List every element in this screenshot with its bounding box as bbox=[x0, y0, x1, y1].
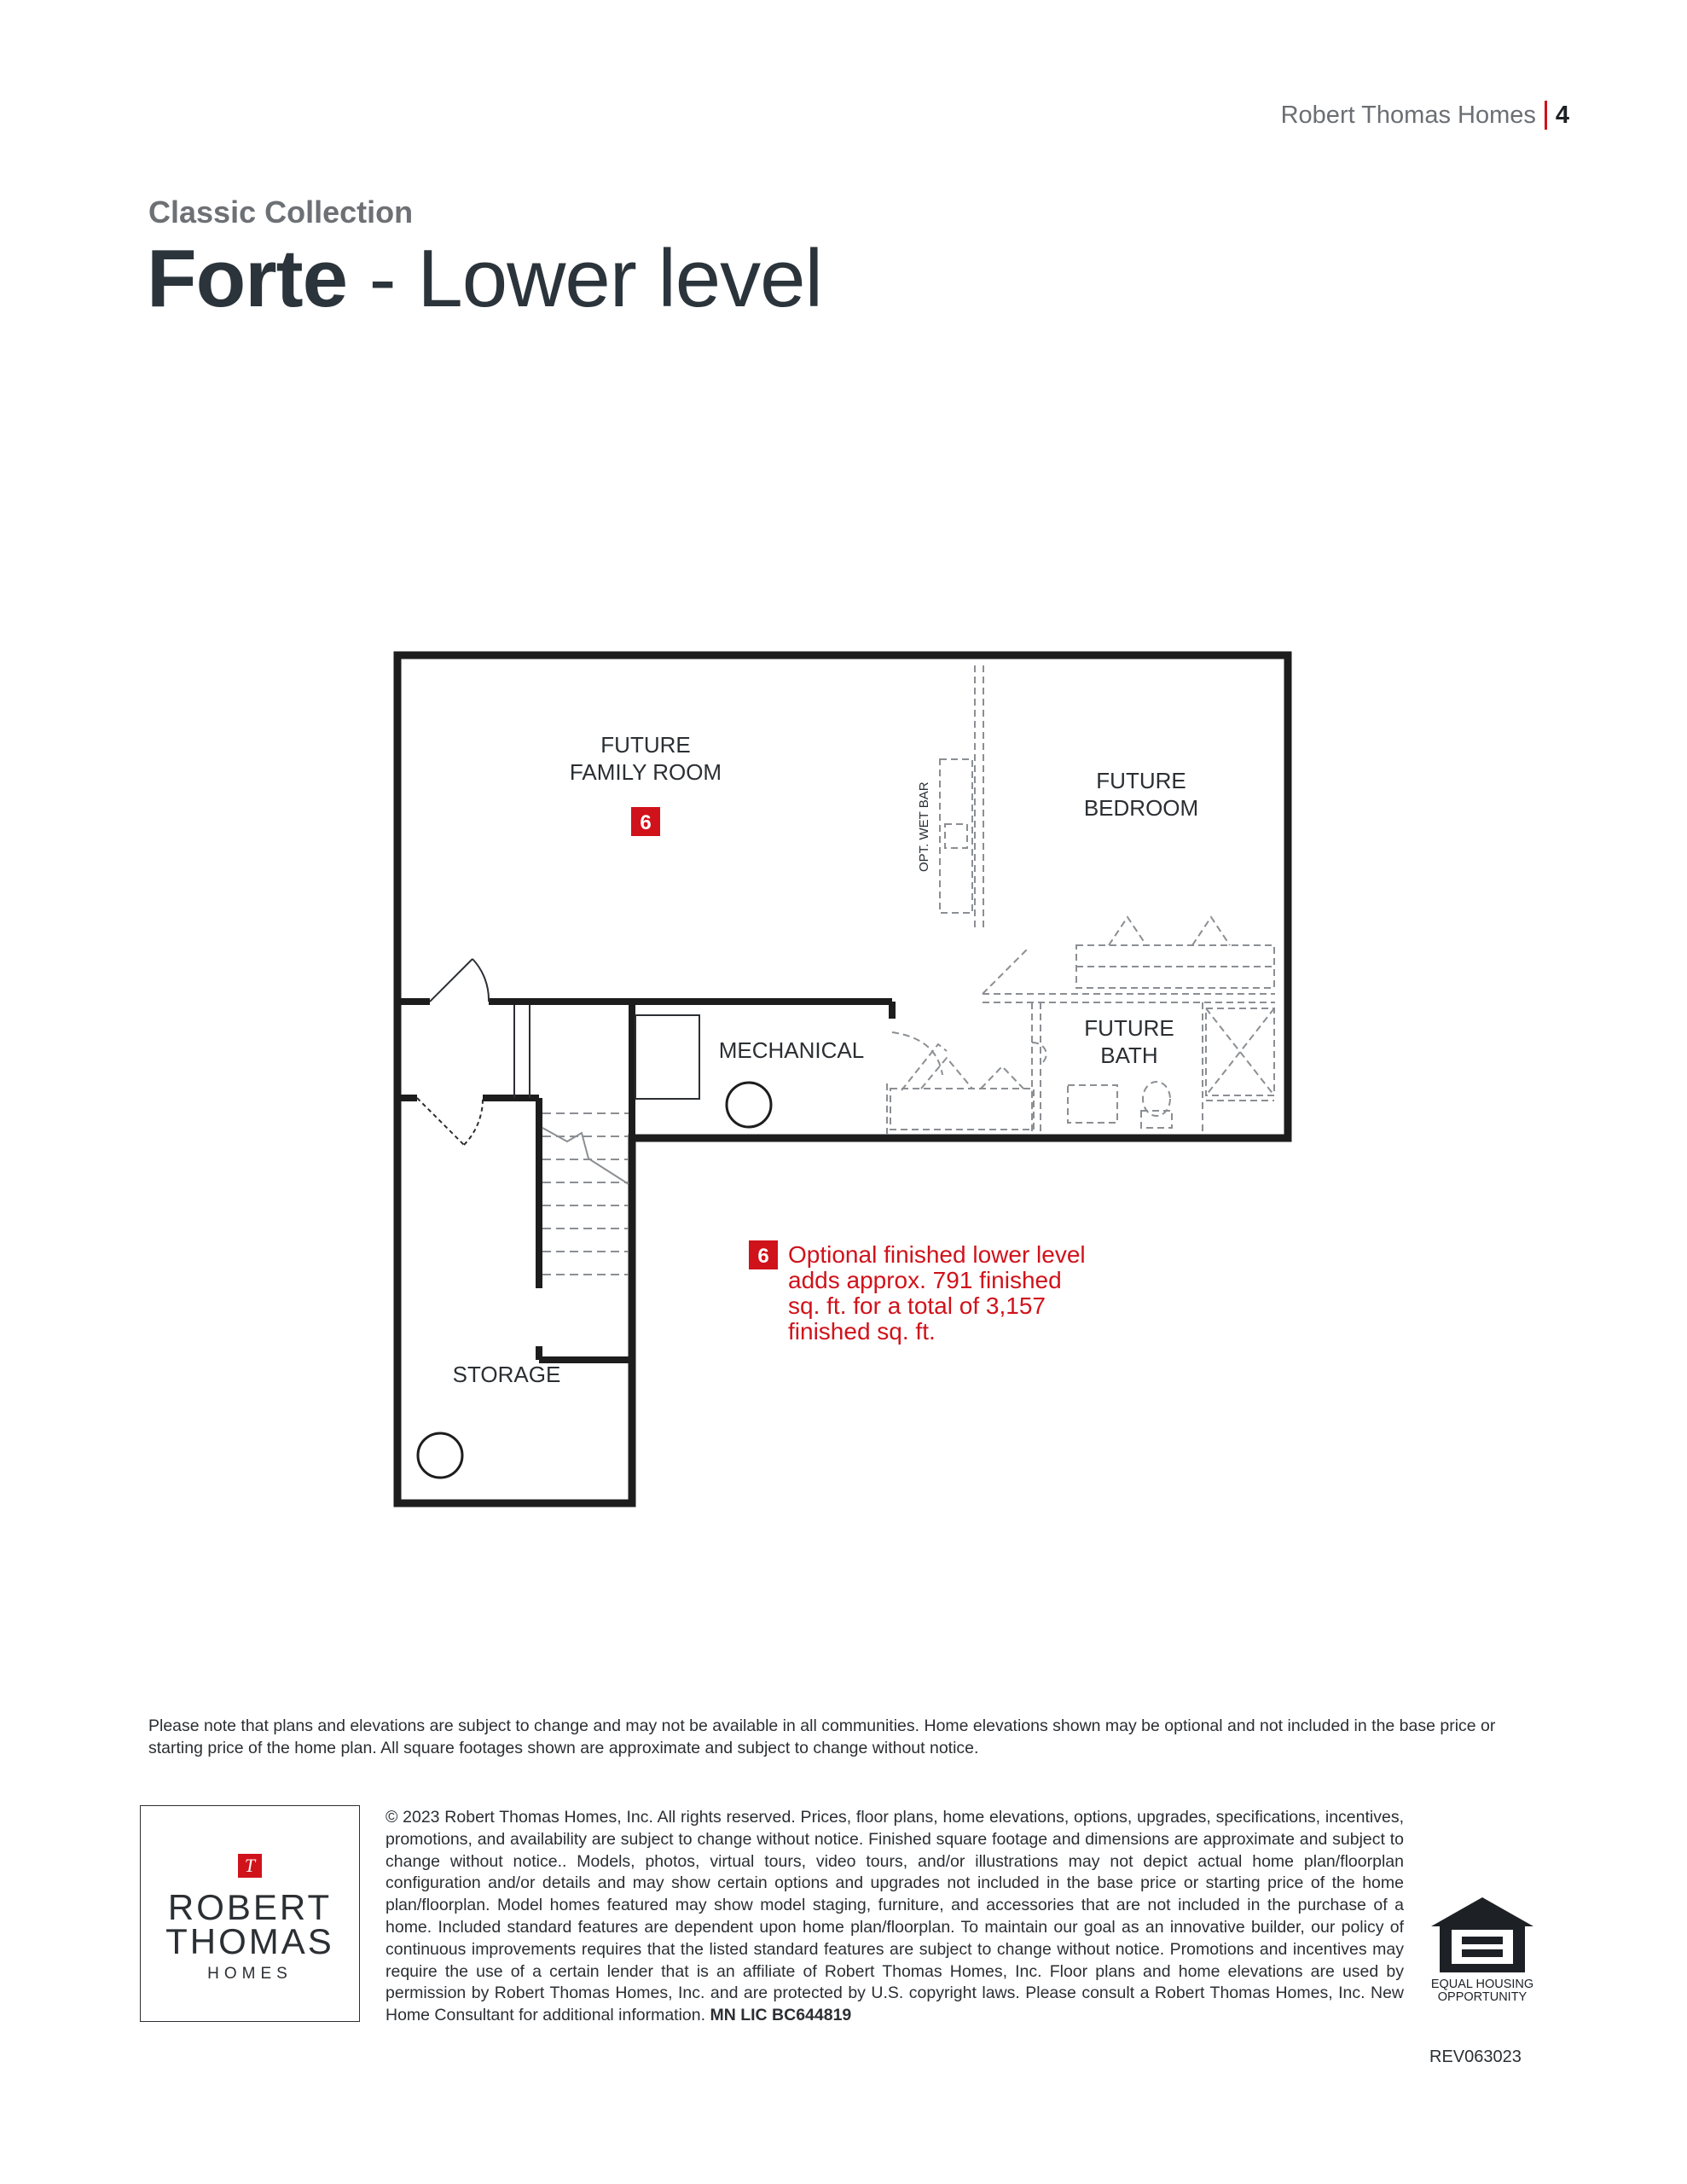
license-number: MN LIC BC644819 bbox=[710, 2006, 852, 2025]
revision-code: REV063023 bbox=[1429, 2048, 1522, 2066]
logo-line-1: ROBERT bbox=[167, 1887, 333, 1927]
bedroom-door bbox=[983, 949, 1028, 994]
level-name: Lower level bbox=[417, 233, 822, 324]
brand-name: Robert Thomas Homes bbox=[1280, 101, 1536, 129]
closet-jambs bbox=[514, 1005, 530, 1098]
bath-door bbox=[1032, 1043, 1046, 1063]
title-dash: - bbox=[347, 233, 418, 324]
bath-label-2: BATH bbox=[1100, 1043, 1158, 1068]
collection-name: Classic Collection bbox=[148, 195, 414, 229]
equal-housing-line-2: OPPORTUNITY bbox=[1437, 1990, 1528, 2004]
closet-door bbox=[1192, 917, 1230, 945]
bath-label-1: FUTURE bbox=[1084, 1015, 1174, 1041]
stairs bbox=[542, 1113, 629, 1275]
water-heater bbox=[727, 1083, 771, 1127]
door-leaf bbox=[430, 959, 472, 1002]
toilet-tank bbox=[1141, 1111, 1172, 1128]
future-walls bbox=[887, 665, 1275, 1135]
logo-line-2: THOMAS bbox=[165, 1921, 334, 1961]
legal-text: © 2023 Robert Thomas Homes, Inc. All rights reserved. Prices, floor plans, home elevations, options, upgrades, specifications, incentives, promotions, and availability are subject to change without notice. Finished square footage and dimensions are approximate and subject to change without notice.. Models, photos, virtual tours, video tours, and/or illustrations may not depict actual home plan/floorplan configuration and/or details and may show certain options and upgrades not included in the base price or starting price of the home plan/floorplan. Model homes featured may show model staging, furniture, and accessories that are not included in the purchase of a home. Included standard features are dependent upon home plan/floorplan. To maintain our goal as an innovative builder, our policy of continuous improvements requires that the listed standard features are subject to change without notice. Promotions and incentives may require the use of a certain lender that is an affiliate of Robert Thomas Homes, Inc. Floor plans and home elevations are used by permission by Robert Thomas Homes, Inc. and are protected by U.S. copyright laws. Please consult a Robert Thomas Homes, Inc. New Home Consultant for additional information. bbox=[386, 1808, 1404, 2025]
note-badge-number: 6 bbox=[757, 1245, 769, 1268]
bedroom-label-2: BEDROOM bbox=[1083, 795, 1199, 821]
model-name: Forte bbox=[147, 233, 347, 324]
legal-notice bbox=[386, 1807, 1404, 2027]
closet-door bbox=[1109, 917, 1146, 945]
note-line-4: finished sq. ft. bbox=[788, 1318, 936, 1345]
note-line-3: sq. ft. for a total of 3,157 bbox=[788, 1292, 1046, 1319]
mechanical-label: MECHANICAL bbox=[718, 1037, 865, 1063]
note-line-2: adds approx. 791 finished bbox=[788, 1267, 1062, 1293]
wet-bar-label: OPT. WET BAR bbox=[917, 781, 931, 872]
family-room-label-1: FUTURE bbox=[600, 732, 691, 758]
equal-housing-line-1: EQUAL HOUSING bbox=[1430, 1978, 1534, 1991]
door-arc bbox=[887, 1032, 942, 1135]
company-logo bbox=[140, 1805, 360, 2022]
storage-label: STORAGE bbox=[452, 1362, 561, 1387]
logo-mark-icon: T bbox=[238, 1854, 262, 1878]
family-room-label-2: FAMILY ROOM bbox=[569, 759, 722, 785]
door-arc bbox=[464, 1098, 483, 1145]
door-arc bbox=[472, 959, 489, 1002]
furnace bbox=[635, 1015, 699, 1099]
family-room-badge-number: 6 bbox=[640, 811, 652, 834]
bedroom-label-1: FUTURE bbox=[1096, 768, 1186, 793]
page-number: 4 bbox=[1555, 101, 1569, 129]
equal-housing-text bbox=[1429, 1978, 1535, 2004]
storage-tank bbox=[418, 1433, 462, 1478]
plan-disclaimer: Please note that plans and elevations are subject to change and may not be available in all communities. Home elevations shown may be optional and not included in the base price or starting price of the home plan. All square footages shown are approximate and subject to change without notice. bbox=[148, 1716, 1496, 1757]
door-swings bbox=[417, 959, 489, 1145]
logo-line-3: HOMES bbox=[207, 1965, 293, 1983]
equal-housing-logo bbox=[1429, 1896, 1535, 2004]
door-leaf bbox=[417, 1098, 464, 1145]
vanity bbox=[1068, 1085, 1117, 1123]
closet-door bbox=[921, 1058, 1023, 1089]
wet-bar-sink bbox=[945, 824, 967, 848]
equal-housing-icon bbox=[1429, 1896, 1535, 1974]
note-line-1: Optional finished lower level bbox=[788, 1241, 1086, 1268]
cabinet bbox=[890, 1089, 1034, 1130]
